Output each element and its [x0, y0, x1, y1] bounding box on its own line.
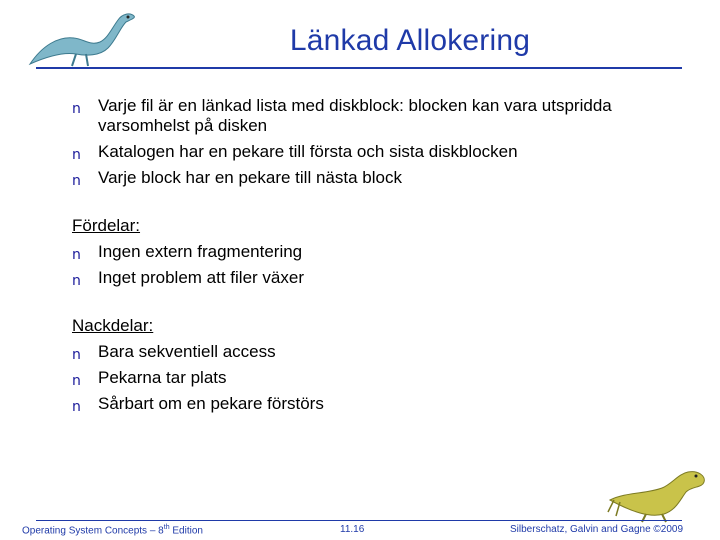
title-divider: [36, 67, 682, 69]
advantages-heading: Fördelar:: [72, 216, 141, 235]
list-item: n Varje fil är en länkad lista med diskblock: blocken kan vara utspridda varsomhelst på disken: [72, 96, 612, 135]
footer-divider: [36, 520, 682, 521]
bullet-icon: n: [72, 173, 81, 189]
list-item: n Bara sekventiell access: [72, 342, 276, 363]
bullet-icon: n: [72, 247, 81, 263]
footer-copyright: Silberschatz, Galvin and Gagne ©2009: [510, 524, 684, 535]
list-item: n Sårbart om en pekare förstörs: [72, 394, 324, 415]
footer-page-number: 11.16: [340, 524, 365, 535]
slide-content: [72, 96, 702, 420]
slide-title: Länkad Allokering: [289, 24, 531, 57]
bullet-icon: n: [72, 273, 81, 289]
footer-book-title: Operating System Concepts – 8th Edition: [22, 524, 203, 537]
bullet-icon: n: [72, 147, 81, 163]
list-item: n Varje block har en pekare till nästa block: [72, 168, 402, 189]
list-item: n Pekarna tar plats: [72, 368, 227, 389]
disadvantages-heading: Nackdelar:: [72, 316, 154, 335]
list-item: n Katalogen har en pekare till första och sista diskblocken: [72, 142, 518, 163]
bullet-icon: n: [72, 399, 81, 415]
bullet-icon: n: [72, 373, 81, 389]
list-item: n Inget problem att filer växer: [72, 268, 304, 289]
dinosaur-logo-top: [24, 6, 140, 68]
bullet-icon: n: [72, 347, 81, 363]
bullet-icon: n: [72, 101, 81, 117]
dinosaur-logo-bottom: [606, 466, 710, 524]
list-item: n Ingen extern fragmentering: [72, 242, 303, 263]
